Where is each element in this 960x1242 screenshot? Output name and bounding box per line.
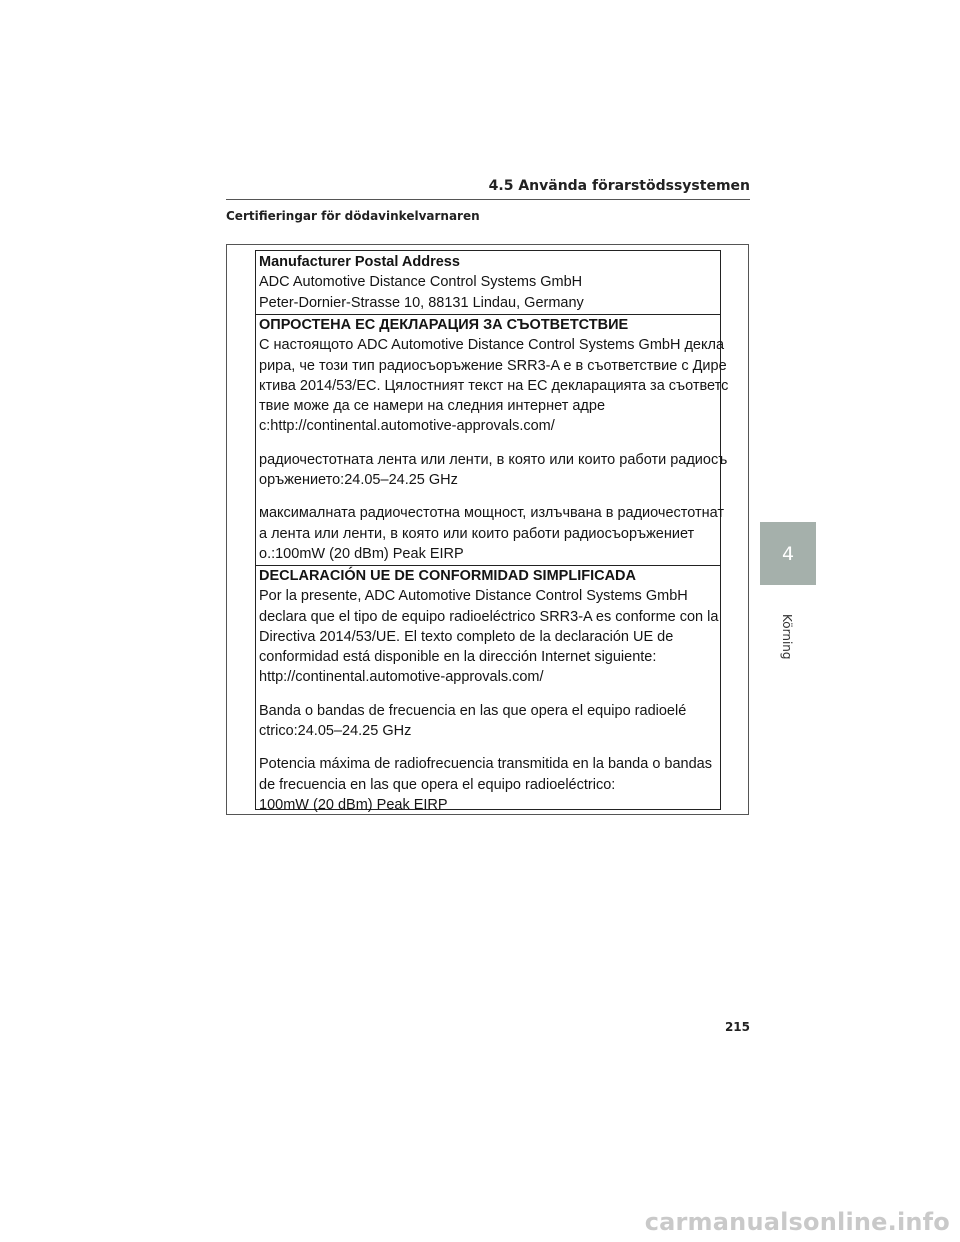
postal-company: ADC Automotive Distance Control Systems GmbH [259, 274, 583, 291]
es-frequency-line: Banda o bandas de frecuencia en las que opera el equipo radioelé [259, 702, 687, 719]
paragraph-gap [259, 688, 717, 701]
bg-power-line: максималната радиочестотна мощност, излъчвана в радиочестотнат [259, 505, 725, 522]
postal-street: Peter-Dornier-Strasse 10, 88131 Lindau, Germany [259, 294, 584, 311]
postal-heading: Manufacturer Postal Address [259, 254, 460, 270]
es-line: declara que el tipo de equipo radioeléctrico SRR3-A es conforme con la [259, 608, 719, 625]
bg-line: твие може да се намери на следния интернет адре [259, 398, 606, 415]
chapter-header: 4.5 Använda förarstödssystemen [488, 178, 750, 194]
bg-frequency-line: радиочестотната лента или ленти, в която или които работи радиосъ [259, 451, 728, 468]
es-line: conformidad está disponible en la dirección Internet siguiente: [259, 649, 657, 666]
watermark: carmanualsonline.info [644, 1208, 950, 1236]
paragraph-gap [259, 490, 717, 503]
bg-power-line: о.:100mW (20 dBm) Peak EIRP [259, 545, 464, 562]
chapter-tab-label: Körning [780, 614, 794, 660]
es-power-line: 100mW (20 dBm) Peak EIRP [259, 796, 448, 813]
paragraph-gap [259, 437, 717, 450]
es-line: Por la presente, ADC Automotive Distance Control Systems GmbH [259, 588, 688, 605]
es-power-line: de frecuencia en las que opera el equipo radioeléctrico: [259, 776, 616, 793]
spanish-section [256, 565, 720, 815]
chapter-tab[interactable] [760, 522, 816, 585]
bg-line: рира, че този тип радиосъоръжение SRR3-A е в съответствие с Дире [259, 357, 727, 374]
certificate-box [255, 250, 729, 813]
paragraph-gap [259, 741, 717, 754]
es-frequency-line: ctrico:24.05–24.25 GHz [259, 723, 412, 740]
bg-url-line: с:http://continental.automotive-approvals.com/ [259, 418, 555, 435]
bg-power-line: а лента или ленти, в която или които работи радиосъоръжениет [259, 525, 695, 542]
bulgarian-section [256, 314, 729, 566]
bg-line: С настоящото ADC Automotive Distance Control Systems GmbH декла [259, 337, 725, 354]
chapter-tab-number: 4 [781, 542, 795, 565]
es-line: Directiva 2014/53/UE. El texto completo de la declaración UE de [259, 628, 674, 645]
header-rule [226, 199, 750, 200]
section-title: Certifieringar för dödavinkelvarnaren [226, 209, 480, 223]
postal-section [256, 252, 720, 313]
bg-heading: ОПРОСТЕНА ЕС ДЕКЛАРАЦИЯ ЗА СЪОТВЕТСТВИЕ [259, 317, 629, 333]
es-url-line: http://continental.automotive-approvals.com/ [259, 669, 544, 686]
es-heading: DECLARACIÓN UE DE CONFORMIDAD SIMPLIFICADA [259, 568, 636, 584]
es-power-line: Potencia máxima de radiofrecuencia transmitida en la banda o bandas [259, 756, 712, 773]
bg-frequency-line: оръжението:24.05–24.25 GHz [259, 472, 458, 489]
page-number: 215 [724, 1020, 750, 1034]
bg-line: ктива 2014/53/ЕС. Цялостният текст на ЕС декларацията за съответс [259, 377, 729, 394]
